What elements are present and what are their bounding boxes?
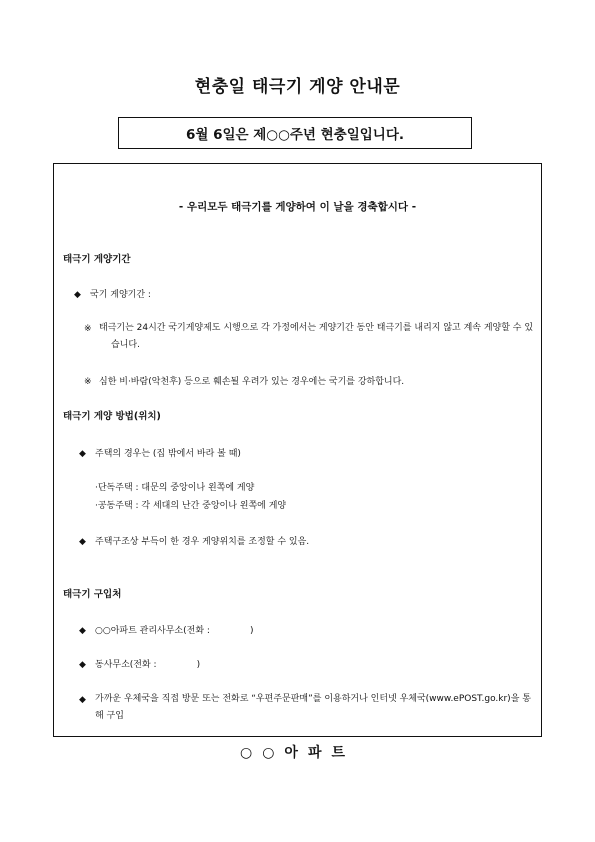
bullet-icon: ◆ (79, 537, 86, 547)
period-bullet-text: 국기 게양기간 : (90, 290, 151, 300)
section-heading-purchase: 태극기 구입처 (63, 589, 122, 600)
section-heading-period: 태극기 게양기간 (63, 254, 131, 265)
subtitle-box (118, 117, 472, 149)
bullet-icon: ◆ (74, 290, 81, 300)
method-sub-2: ·공동주택 : 각 세대의 난간 중앙이나 왼쪽에 게양 (95, 501, 287, 511)
bullet-icon: ◆ (79, 695, 86, 705)
bullet-icon: ◆ (79, 626, 86, 636)
period-note-1-text: 태극기는 24시간 국기게양제도 시행으로 각 가정에서는 게양기간 동안 태극기를 내리지 않고 계속 게양할 수 있습니다. (99, 323, 534, 350)
purchase-item-3: 가까운 우체국을 직접 방문 또는 전화로 “우편주문판매”를 이용하거나 인터넷 우체국(www.ePOST.go.kr)을 통해 구입 (95, 694, 531, 721)
note-icon: ※ (84, 377, 92, 387)
purchase-item-1: ○○아파트 관리사무소(전화 : ) (95, 626, 254, 636)
note-icon: ※ (84, 324, 92, 334)
document-title: 현충일 태극기 게양 안내문 (194, 77, 401, 97)
footer-apartment-name: ○○아파트 (239, 745, 355, 761)
section-heading-method: 태극기 게양 방법(위치) (63, 411, 161, 422)
subtitle-text: 6월 6일은 제○○주년 현충일입니다. (185, 127, 405, 143)
method-bullet-1: 주택의 경우는 (집 밖에서 바라 볼 때) (95, 449, 241, 459)
period-note-1 (99, 320, 535, 354)
method-sub-1: ·단독주택 : 대문의 중앙이나 왼쪽에 게양 (95, 483, 255, 493)
method-bullet-2: 주택구조상 부득이 한 경우 게양위치를 조정할 수 있음. (95, 537, 310, 547)
slogan: - 우리모두 태극기를 게양하여 이 날을 경축합시다 - (178, 201, 417, 213)
purchase-item-2: 동사무소(전화 : ) (95, 660, 201, 670)
bullet-icon: ◆ (79, 449, 86, 459)
period-note-2: 심한 비·바람(악천후) 등으로 훼손될 우려가 있는 경우에는 국기를 강하합니다. (99, 377, 405, 387)
bullet-icon: ◆ (79, 660, 86, 670)
